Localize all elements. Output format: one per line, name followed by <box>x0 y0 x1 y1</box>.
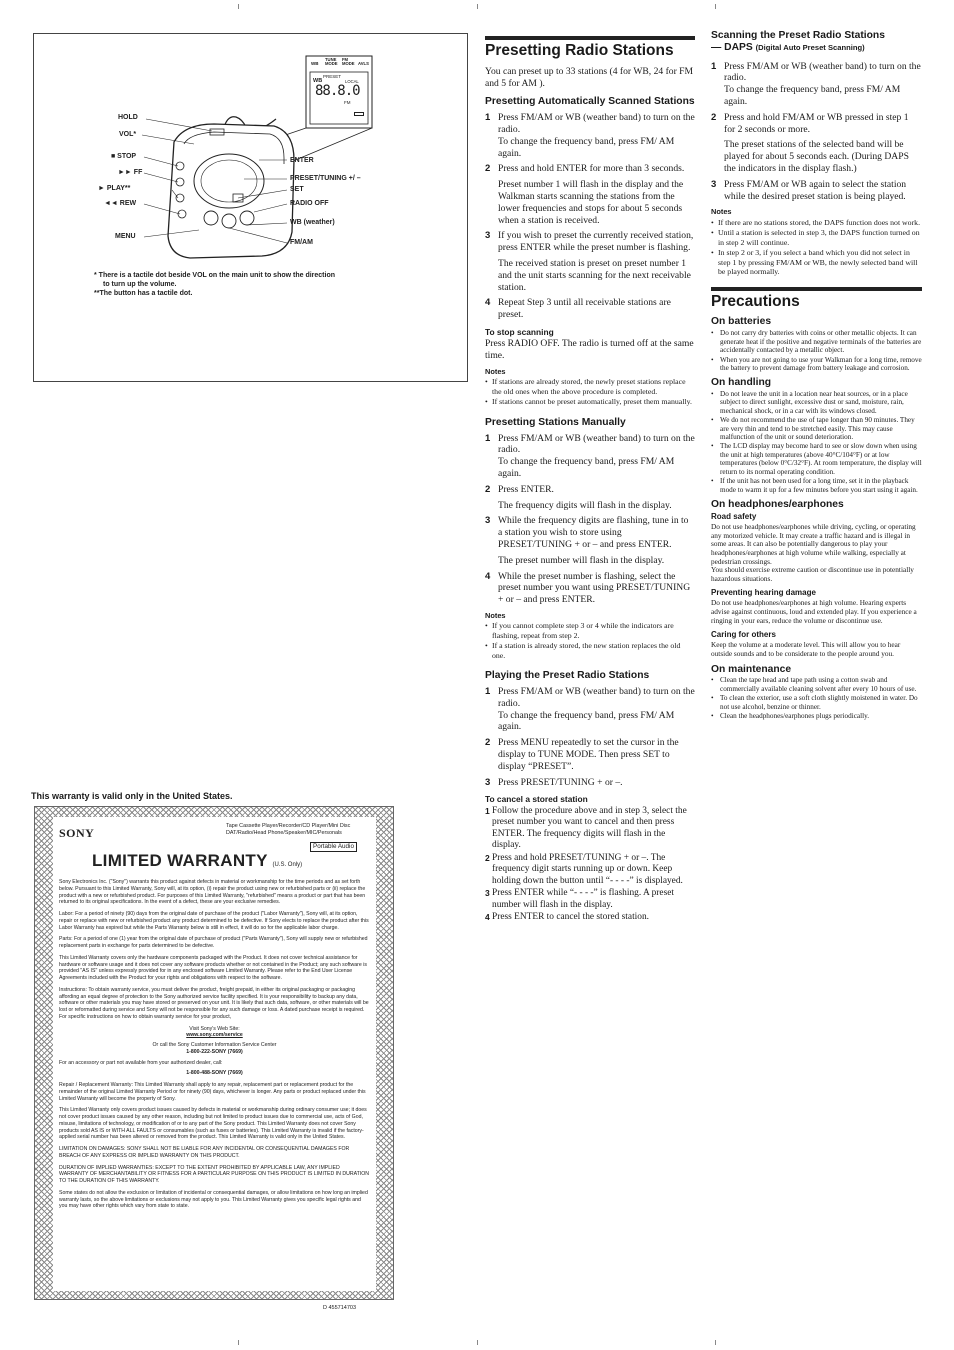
heading-daps: Scanning the Preset Radio Stations — DAPS (Digital Auto Preset Scanning) <box>711 30 885 53</box>
footnote-tactile: **The button has a tactile dot. <box>94 290 193 297</box>
precaution-item: • The LCD display may become hard to see or slow down when using the unit at high temperatures (above 40°C/104°F) or at low temperatures (below 0°C/32°F). At room temperature, the display will return to its normal operating condition. <box>711 442 922 476</box>
lcd-label-tune-mode: TUNE MODE <box>325 57 338 67</box>
precaution-item: • We do not recommend the use of tape longer than 90 minutes. They are very thin and tend to be stretched easily. This may cause malfunction of the unit or sound deterioration. <box>711 416 915 441</box>
step: 1 Press FM/AM or WB (weather band) to turn on the radio. To change the frequency band, press FM/ AM again. <box>485 432 695 480</box>
notes-heading: Notes <box>711 207 732 217</box>
lcd-label-mb: WB <box>313 78 323 84</box>
warranty-paragraph: Sony Electronics Inc. ("Sony") warrants this product against defects in material or workmanship for the time periods and as set forth below. Pursuant to this Limited Warranty, Sony will, at its option, (i) repair the product using new or refurbished parts or (ii) replace the product with a new or refurbished product. For purposes of this Limited Warranty, "refurbished" means a product or part that has been returned to its original specifications. In the event of a defect, these are your exclusive remedies. <box>59 879 366 906</box>
warranty-paragraph: Parts: For a period of one (1) year from the original date of purchase of product ("Parts Warranty"), Sony will supply new or refurbished replacement parts in exchange for parts determined to be defective. <box>59 936 368 949</box>
column-daps-precautions <box>711 30 922 722</box>
label-radio-off: RADIO OFF <box>290 200 329 207</box>
heading-playing: Playing the Preset Radio Stations <box>485 670 650 682</box>
crop-mark <box>477 4 478 9</box>
warranty-paragraph: Repair / Replacement Warranty: This Limited Warranty shall apply to any repair, replacement part or replacement product for the remainder of the original Limited Warranty Period or for ninety (90) days, whichever is longer. Any parts or product replaced under this Limited Warranty will become the property of Sony. <box>59 1082 366 1102</box>
stop-scanning-text: Press RADIO OFF. The radio is turned off at the same time. <box>485 338 694 362</box>
label-hold: HOLD <box>118 114 138 121</box>
notes-heading: Notes <box>485 367 506 377</box>
step: 4 Repeat Step 3 until all receivable stations are preset. <box>485 297 671 321</box>
heading-auto-scan: Presetting Automatically Scanned Stations <box>485 96 695 108</box>
step: 3 If you wish to preset the currently received station, press ENTER while the preset number is flashing. The received station is preset on preset number 1 and the unit starts scanning for the next receivable station. <box>485 230 694 293</box>
step: 1 Press FM/AM or WB (weather band) to turn on the radio. To change the frequency band, press FM/ AM again. <box>711 60 921 108</box>
label-ff: ►► FF <box>118 169 143 176</box>
step: 4 While the preset number is flashing, select the preset number you want using PRESET/TUNING + or – and press ENTER. <box>485 570 691 606</box>
column-presetting <box>485 36 695 925</box>
heading-stop-scanning: To stop scanning <box>485 326 554 337</box>
crop-mark <box>238 1340 239 1345</box>
footnote-vol-2: to turn up the volume. <box>103 281 177 288</box>
label-set: SET <box>290 186 304 193</box>
step: 2 Press ENTER. The frequency digits will flash in the display. <box>485 483 672 511</box>
lcd-label-avls: AVLS <box>358 61 369 66</box>
section-title-presetting: Presetting Radio Stations <box>485 36 695 60</box>
crop-mark <box>238 4 239 9</box>
label-wb: WB (weather) <box>290 219 335 226</box>
hearing-text: Do not use headphones/earphones at high volume. Hearing experts advise against continuous, loud and extended play. If you experience a ringing in your ears, reduce the volume or discontinue use. <box>711 598 917 625</box>
lcd-label-preset: PRESET <box>323 74 342 79</box>
warranty-visit: Visit Sony's Web Site: <box>189 1025 240 1032</box>
precaution-item: • Do not carry dry batteries with coins or other metallic objects. It can generate heat if the positive and negative terminals of the batteries are accidentally contacted by a metallic object. <box>711 329 922 355</box>
lcd-label-fm: FM <box>344 100 351 105</box>
cancel-step: 3 Press ENTER while “- - - -” is flashing. A preset number will flash in the display. <box>485 888 674 910</box>
label-enter: ENTER <box>290 157 314 164</box>
label-fm-am: FM/AM <box>290 239 313 246</box>
crop-mark <box>715 4 716 9</box>
cancel-step: 4 Press ENTER to cancel the stored station. <box>485 912 649 923</box>
warranty-paragraph: DURATION OF IMPLIED WARRANTIES: EXCEPT TO THE EXTENT PROHIBITED BY APPLICABLE LAW, ANY IMPLIED WARRANTY OF MERCHANTABILITY OR FITNESS FOR A PARTICULAR PURPOSE ON THIS PRODUCT IS LIMITED IN DURATION TO THE DURATION OF THIS WARRANTY. <box>59 1164 370 1184</box>
precaution-item: • Do not leave the unit in a location near heat sources, or in a place subject to direct sunlight, excessive dust or sand, moisture, rain, mechanical shock, or in a car with its windows closed. <box>711 389 908 415</box>
controls-diagram <box>33 33 468 382</box>
heading-headphones: On headphones/earphones <box>711 499 844 511</box>
heading-manual: Presetting Stations Manually <box>485 416 626 428</box>
note-item: • If you cannot complete step 3 or 4 while the indicators are flashing, repeat from step 2. <box>485 621 674 640</box>
note-item: • If stations cannot be preset automatically, preset them manually. <box>485 397 692 407</box>
warranty-body <box>59 879 370 1215</box>
heading-handling: On handling <box>711 376 772 388</box>
document-code: D 455714703 <box>323 1305 357 1311</box>
cancel-step: 2 Press and hold PRESET/TUNING + or –. The frequency digit starts running up or down. Keep holding down the button until “- - - -” is displayed. <box>485 852 683 886</box>
road-safety-text: Do not use headphones/earphones while driving, cycling, or operating any motorized vehicle. It may create a traffic hazard and is illegal in some areas. It can also be potentially dangerous to play your headphones/earphones at high volume while walking, especially at pedestrian crossings. You should exercise extreme caution or discontinue use in potentially hazardous situations. <box>711 522 916 583</box>
step: 3 While the frequency digits are flashing, tune in to a station you wish to store using PRESET/TUNING + or – and press ENTER. The preset number will flash in the display. <box>485 515 689 566</box>
step: 3 Press PRESET/TUNING + or –. <box>485 776 623 788</box>
caring-text: Keep the volume at a moderate level. This will allow you to hear outside sounds and to be considerate to the people around you. <box>711 640 901 658</box>
heading-caring: Caring for others <box>711 630 776 640</box>
warranty-category-badge: Portable Audio <box>310 842 357 852</box>
warranty-valid-note: This warranty is valid only in the United States. <box>31 791 233 801</box>
warranty-paragraph: Some states do not allow the exclusion or limitation of incidental or consequential damages, or allow limitations on how long an implied warranty lasts, so the above limitations or exclusions may not apply to you. This Limited Warranty gives you specific legal rights and you may have other rights which vary from state to state. <box>59 1189 368 1210</box>
heading-maintenance: On maintenance <box>711 663 792 675</box>
warranty-title: LIMITED WARRANTY (U.S. Only) <box>92 851 303 870</box>
step: 1 Press FM/AM or WB (weather band) to turn on the radio. To change the frequency band, press FM/ AM again. <box>485 686 695 733</box>
walkman-body <box>168 124 294 258</box>
warranty-phone: 1-800-222-SONY (7669) <box>186 1048 243 1055</box>
warranty-paragraph: This Limited Warranty covers only the hardware components packaged with the Product. It does not cover technical assistance for hardware or software usage and it does not cover any software products whether or not contained in the Product; any such software is provided "AS IS" unless expressly provided for in any enclosed software Limited Warranty. Please refer to the End User License Agreements included with the Product for your rights and obligations with respect to the software. <box>59 954 367 981</box>
lcd-label-local: LOCAL <box>345 79 359 84</box>
precaution-item: • To clean the exterior, use a soft cloth slightly moistened in water. Do not use alcohol, benzine or thinner. <box>711 694 918 711</box>
precaution-item: • Clean the tape head and tape path using a cotton swab and commercially available cleaning solvent after every 10 hours of use. <box>711 676 917 693</box>
lcd-battery-icon <box>354 112 364 116</box>
heading-batteries: On batteries <box>711 316 772 328</box>
label-stop: ■ STOP <box>111 153 137 160</box>
step: 3 Press FM/AM or WB again to select the station while the desired preset station is being played. <box>711 178 907 202</box>
label-rew: ◄◄ REW <box>104 200 137 207</box>
warranty-accessory: For an accessory or part not available from your authorized dealer, call: <box>59 1059 223 1066</box>
note-item: • If a station is already stored, the new station replaces the old one. <box>485 641 681 660</box>
lcd-digits: 88.8.0 <box>315 83 360 99</box>
lcd-label-wb: WB <box>311 61 319 66</box>
heading-hearing: Preventing hearing damage <box>711 588 816 598</box>
note-item: • If there are no stations stored, the DAPS function does not work. <box>711 217 921 227</box>
warranty-call: Or call the Sony Customer Information Service Center <box>152 1042 277 1048</box>
precaution-item: • Clean the headphones/earphones plugs periodically. <box>711 712 870 721</box>
heading-road-safety: Road safety <box>711 512 757 522</box>
label-vol: VOL* <box>119 131 137 138</box>
precaution-item: • If the unit has not been used for a long time, set it in the playback mode to warm it up for a few minutes before you start using it again. <box>711 477 918 494</box>
warranty-phone-2: 1-800-488-SONY (7669) <box>186 1070 243 1077</box>
label-preset-tuning: PRESET/TUNING +/ – <box>290 175 361 182</box>
label-play: ► PLAY** <box>98 185 131 192</box>
note-item: • Until a station is selected in step 3, the DAPS function turned on in step 2 will continue. <box>711 228 920 247</box>
precaution-item: • When you are not going to use your Walkman for a long time, remove the battery to prevent damage from battery leakage and corrosion. <box>711 355 922 373</box>
walkman-illustration <box>34 34 469 294</box>
warranty-paragraph: LIMITATION ON DAMAGES: SONY SHALL NOT BE LIABLE FOR ANY INCIDENTAL OR CONSEQUENTIAL DAMAGES FOR BREACH OF ANY EXPRESS OR IMPLIED WARRANTY ON THIS PRODUCT. <box>59 1146 350 1159</box>
step: 1 Press FM/AM or WB (weather band) to turn on the radio. To change the frequency band, press FM/ AM again. <box>485 112 695 159</box>
warranty-paragraph: Labor: For a period of ninety (90) days from the original date of purchase of the product ("Labor Warranty"), Sony will, at its option, repair or replace with new or refurbished product any product determined to be defective. If Sony elects to replace the product after this Labor Warranty has expired but while the Parts Warranty below is still in effect, it will do so for the applicable labor charge. <box>59 911 369 931</box>
footnote-vol: * There is a tactile dot beside VOL on the main unit to show the direction <box>94 272 336 279</box>
heading-cancel-station: To cancel a stored station <box>485 794 588 805</box>
note-item: • If stations are already stored, the newly preset stations replace the old ones when the above procedure is completed. <box>485 377 686 396</box>
lcd-label-fm-mode: FM MODE <box>342 57 355 67</box>
sony-logo: SONY <box>59 826 95 840</box>
presetting-intro: You can preset up to 33 stations (4 for WB, 24 for FM and 5 for AM ). <box>485 65 694 89</box>
limited-warranty-card <box>34 806 394 1300</box>
warranty-products: Tape Cassette Player/Recorder/CD Player/Mini Disc DAT/Radio/Head Phone/Speaker/MIC/Personals <box>226 823 351 837</box>
warranty-paragraph: This Limited Warranty only covers product issues caused by defects in material or workmanship during ordinary consumer use; it does not cover product issues caused by any other reason, including but not limited to product issues due to commercial use, acts of God, misuse, limitations of technology, or modification of or to any part of the Sony product. This Limited Warranty does not cover Sony products sold AS IS or WITH ALL FAULTS or consumables (such as fuses or batteries). This Limited Warranty is invalid if the factory-applied serial number has been altered or removed from the product. This Limited Warranty is valid only in the United States. <box>59 1107 367 1141</box>
note-item: • In step 2 or 3, if you select a band which you did not select in step 1 by pressing FM/AM or WB, the newly selected band will be played normally. <box>711 248 918 277</box>
crop-mark <box>477 1340 478 1345</box>
warranty-url[interactable]: www.sony.com/service <box>186 1032 243 1039</box>
label-menu: MENU <box>115 233 136 240</box>
notes-heading: Notes <box>485 611 506 621</box>
section-title-precautions: Precautions <box>711 287 922 311</box>
step: 2 Press and hold FM/AM or WB pressed in step 1 for 2 seconds or more. The preset stations of the selected band will be played for about 5 seconds each. (During DAPS the indicators in the display flash.) <box>711 111 909 175</box>
step: 2 Press MENU repeatedly to set the cursor in the display to TUNE MODE. Then press SET to display “PRESET”. <box>485 737 679 772</box>
warranty-paragraph: Instructions: To obtain warranty service, you must deliver the product, freight prepaid, in either its original packaging or packaging affording an equal degree of protection to the Sony authorized service facility specified. It is your responsibility to backup any data, software or other materials you may have stored or preserved on your unit. It is likely that such data, software, or other materials will be lost or reformatted during service and Sony will not be responsible for any such damage or loss. A dated purchase receipt is required. For specific instructions on how to obtain warranty service for your product, <box>59 986 369 1020</box>
cancel-step: 1 Follow the procedure above and in step 3, select the preset number you want to cancel and then press ENTER. The frequency digits will flash in the display. <box>485 805 687 851</box>
step: 2 Press and hold ENTER for more than 3 seconds. Preset number 1 will flash in the display and the Walkman starts scanning the stations from the lower frequencies and stops for about 5 seconds when a station is received. <box>485 163 685 226</box>
crop-mark <box>715 1340 716 1345</box>
